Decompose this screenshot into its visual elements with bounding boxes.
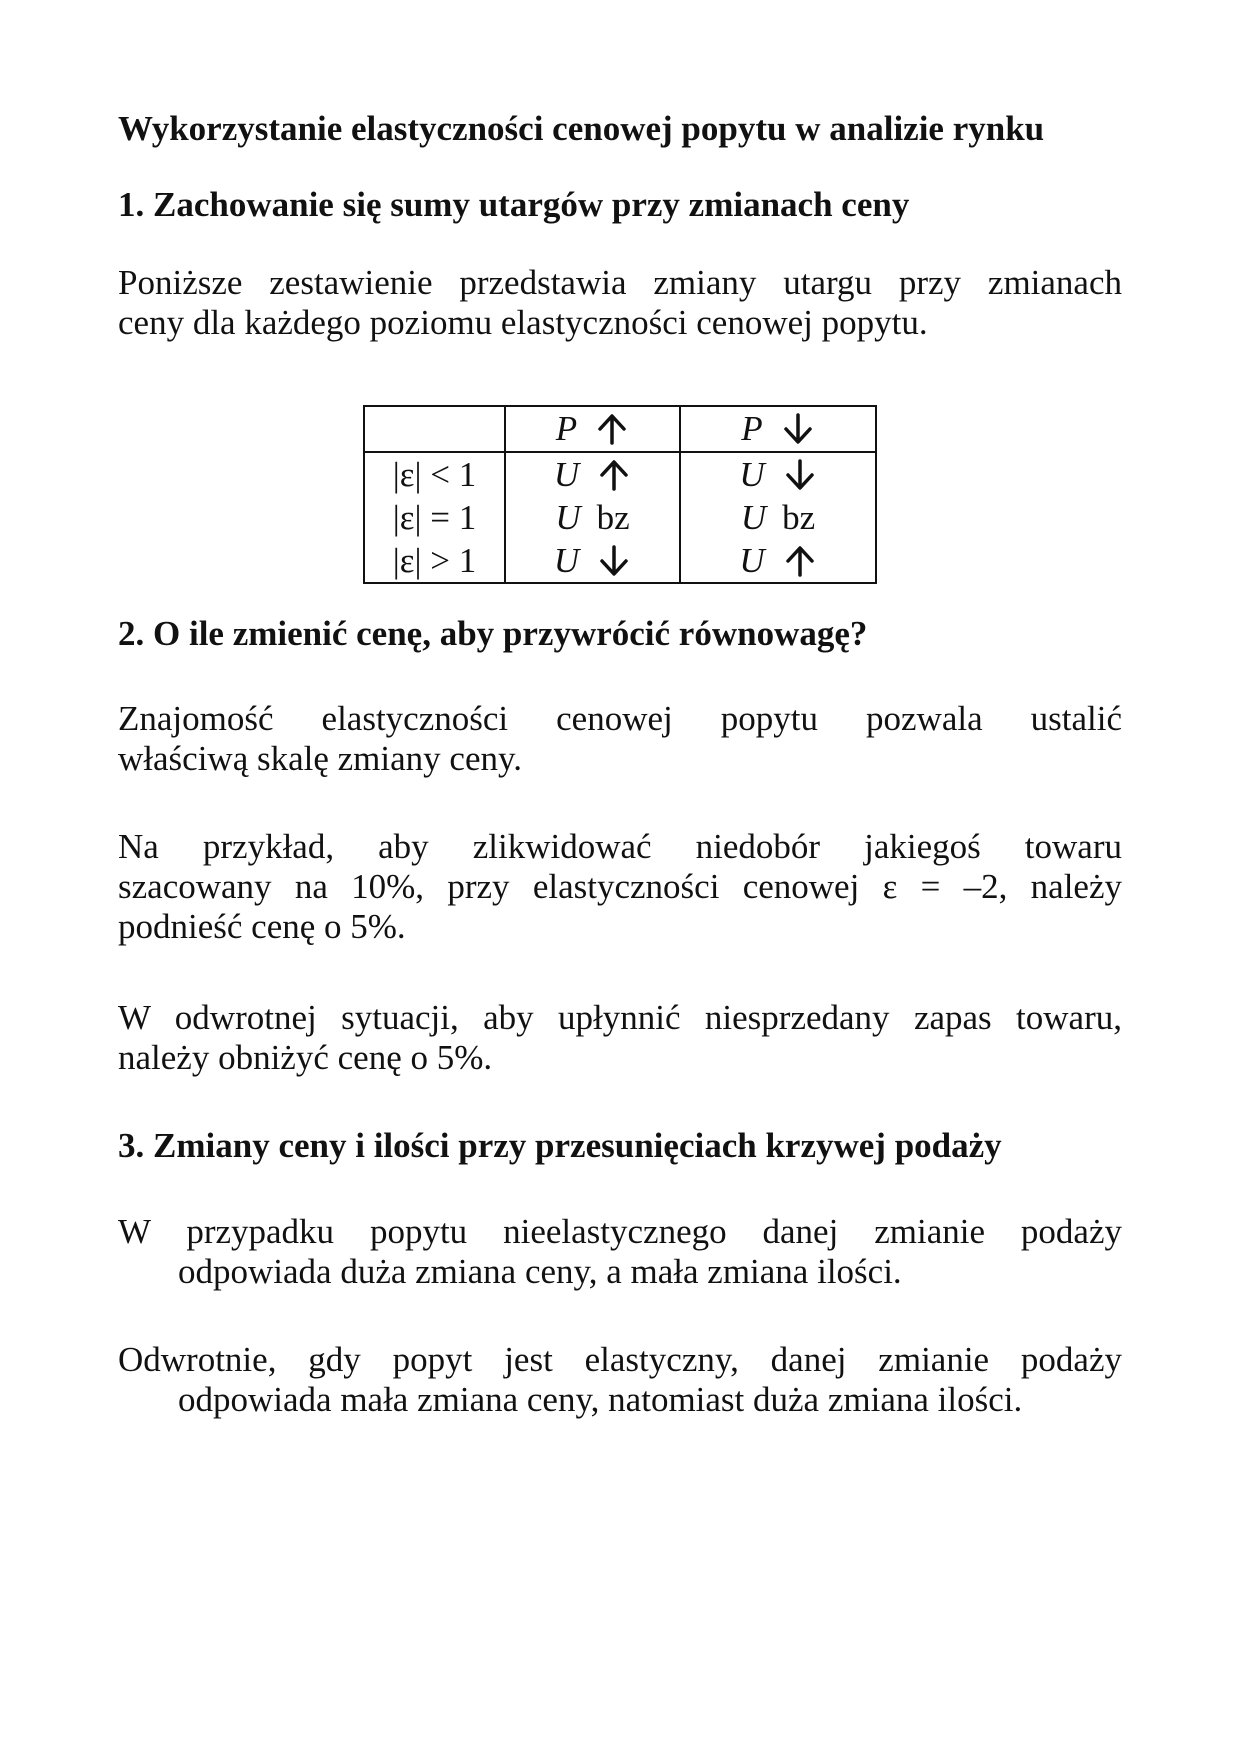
section-1-paragraph-line: ceny dla każdego poziomu elastyczności cenowej popytu. [118,303,928,342]
document-title: Wykorzystanie elastyczności cenowej popytu w analizie rynku [118,109,1045,148]
revenue-symbol: U [739,540,765,580]
section-2-paragraph-line: należy obniżyć cenę o 5%. [118,1038,493,1077]
section-1-paragraph-line: Poniższe zestawienie przedstawia zmiany utargu przy zmianach [118,263,1122,302]
table-corner-cell [364,406,505,452]
revenue-elasticity-table [363,405,877,584]
revenue-price-up [505,539,680,583]
revenue-symbol: U [553,454,580,494]
section-2-paragraph-line: Na przykład, aby zlikwidować niedobór jakiegoś towaru [118,827,1122,866]
section-2-paragraph-line: podnieść cenę o 5%. [118,907,406,946]
revenue-price-up [505,496,680,539]
revenue-symbol: U [739,454,765,494]
header-price-down [680,406,876,452]
table-row [364,496,876,539]
section-3-paragraph-line: odpowiada duża zmiana ceny, a mała zmiana ilości. [178,1252,902,1291]
revenue-price-down [680,452,876,496]
section-2-paragraph-line: Znajomość elastyczności cenowej popytu pozwala ustalić [118,699,1122,738]
section-2-paragraph-line: szacowany na 10%, przy elastyczności cenowej ε = –2, należy [118,867,1122,906]
arrow-down-icon [781,412,815,446]
arrow-up-icon [597,458,631,492]
section-2-paragraph-line: właściwą skalę zmiany ceny. [118,739,522,778]
header-price-up [505,406,680,452]
no-change-text: bz [596,497,630,537]
table-row [364,539,876,583]
arrow-down-icon [783,458,817,492]
no-change-text: bz [782,497,816,537]
section-3-paragraph-line: Odwrotnie, gdy popyt jest elastyczny, danej zmianie podaży [118,1340,1122,1379]
arrow-up-icon [595,412,629,446]
arrow-up-icon [783,544,817,578]
price-symbol: P [741,409,763,448]
price-symbol: P [555,409,578,448]
section-2-paragraph-line: W odwrotnej sytuacji, aby upłynnić niesprzedany zapas towaru, [118,998,1122,1037]
revenue-price-up [505,452,680,496]
section-2-heading: 2. O ile zmienić cenę, aby przywrócić równowagę? [118,614,868,653]
arrow-down-icon [597,544,631,578]
section-3-heading: 3. Zmiany ceny i ilości przy przesunięciach krzywej podaży [118,1126,1002,1165]
table-header-row [364,406,876,452]
section-1-heading: 1. Zachowanie się sumy utargów przy zmianach ceny [118,185,910,224]
elasticity-label: |ε| = 1 [364,496,505,539]
revenue-symbol: U [740,497,767,537]
section-3-paragraph-line: W przypadku popytu nieelastycznego danej zmianie podaży [118,1212,1122,1251]
revenue-symbol: U [553,540,580,580]
revenue-symbol: U [555,497,581,537]
elasticity-label: |ε| < 1 [364,452,505,496]
elasticity-label: |ε| > 1 [364,539,505,583]
section-3-paragraph-line: odpowiada mała zmiana ceny, natomiast duża zmiana ilości. [178,1380,1023,1419]
revenue-price-down [680,539,876,583]
table-row [364,452,876,496]
revenue-price-down [680,496,876,539]
